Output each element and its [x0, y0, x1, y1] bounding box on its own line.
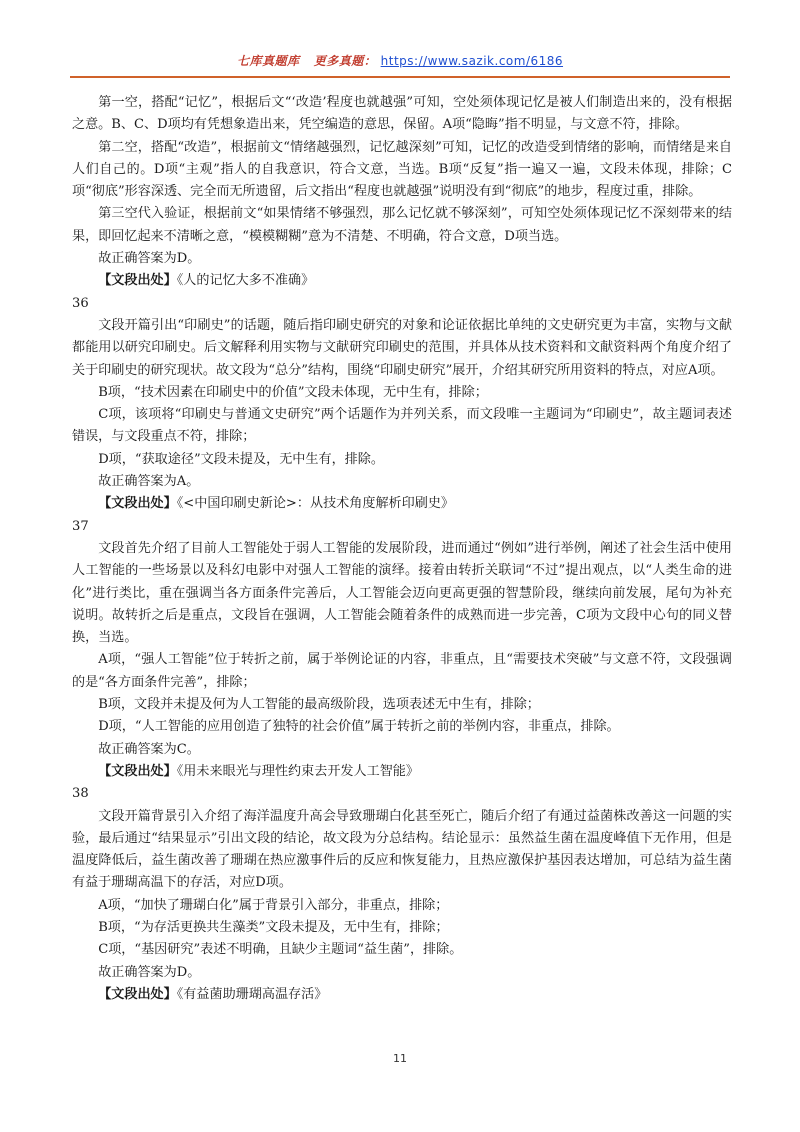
paragraph: 第二空，搭配“改造”，根据前文“情绪越强烈，记忆越深刻”可知，记忆的改造受到情绪的影响，而情绪是来自人们自己的。D项“主观”指人的自我意识，符合文意，当选。B项“反复”指一遍又一遍，文段未体现，排除；C项“彻底”形容深透、完全而无所遗留，后文指出“程度也就越强”说明没有到“彻底”的地步，程度过重，排除。 [72, 139, 732, 200]
source-title: 《<中国印刷史新论>：从技术角度解析印刷史》 [176, 496, 455, 512]
paragraph: 故正确答案为A。 [98, 474, 200, 490]
source-label: 【文段出处】 [98, 496, 177, 512]
source-line [72, 761, 732, 783]
source-line [72, 984, 732, 1006]
paragraph: B项，文段并未提及何为人工智能的最高级阶段，选项表述无中生有，排除； [98, 697, 540, 713]
source-label: 【文段出处】 [98, 763, 177, 779]
page-header [70, 52, 730, 78]
paragraph: C项，该项将“印刷史与普通文史研究”两个话题作为并列关系，而文段唯一主题词为“印刷史”，故主题词表述错误，与文段重点不符，排除； [72, 407, 732, 445]
source-line [72, 270, 732, 292]
paragraph: 第一空，搭配“记忆”，根据后文“‘改造’程度也就越强”可知，空处须体现记忆是被人们制造出来的，没有根据之意。B、C、D项均有凭想象造出来，凭空编造的意思，保留。A项“隐晦”指不明显，与文意不符，排除。 [72, 95, 732, 133]
paragraph: 故正确答案为D。 [98, 251, 201, 267]
paragraph: 故正确答案为C。 [98, 741, 200, 757]
paragraph: 第三空代入验证，根据前文“如果情绪不够强烈，那么记忆就不够深刻”，可知空处须体现记忆不深刻带来的结果，即回忆起来不清晰之意，“模模糊糊”意为不清楚、不明确，符合文意，D项当选。 [72, 206, 732, 244]
paragraph: 故正确答案为D。 [98, 964, 201, 980]
question-number: 37 [72, 518, 89, 534]
paragraph: A项，“加快了珊瑚白化”属于背景引入部分，非重点，排除； [98, 897, 449, 913]
site-name: 七库真题库 [236, 54, 300, 68]
source-label: 【文段出处】 [98, 986, 177, 1002]
source-line [72, 493, 732, 515]
source-link[interactable]: https://www.sazik.com/6186 [380, 54, 564, 68]
source-title: 《人的记忆大多不准确》 [176, 273, 315, 289]
document-body [72, 92, 732, 1006]
question-number: 36 [72, 295, 89, 311]
paragraph: D项，“人工智能的应用创造了独特的社会价值”属于转折之前的举例内容，非重点，排除。 [98, 719, 620, 735]
paragraph: 文段开篇背景引入介绍了海洋温度升高会导致珊瑚白化甚至死亡，随后介绍了有通过益菌株改善这一问题的实验，最后通过“结果显示”引出文段的结论，故文段为分总结构。结论显示：虽然益生菌在温度峰值下无作用，但是温度降低后，益生菌改善了珊瑚在热应激事件后的反应和恢复能力，且热应激保护基因表达增加，可总结为益生菌有益于珊瑚高温下的存活，对应D项。 [72, 808, 732, 891]
paragraph: B项，“为存活更换共生藻类”文段未提及，无中生有，排除； [98, 919, 449, 935]
more-label: 更多真题： [313, 54, 377, 68]
paragraph: C项，“基因研究”表述不明确，且缺少主题词“益生菌”，排除。 [98, 942, 463, 958]
source-label: 【文段出处】 [98, 273, 177, 289]
paragraph: D项，“获取途径”文段未提及，无中生有，排除。 [98, 451, 384, 467]
page-number: 11 [393, 1052, 407, 1065]
question-number: 38 [72, 786, 89, 802]
source-title: 《有益菌助珊瑚高温存活》 [176, 986, 328, 1002]
paragraph: B项，“技术因素在印刷史中的价值”文段未体现，无中生有，排除； [98, 384, 488, 400]
paragraph: A项，“强人工智能”位于转折之前，属于举例论证的内容，非重点，且“需要技术突破”与文意不符，文段强调的是“各方面条件完善”，排除； [72, 652, 732, 690]
paragraph: 文段开篇引出“印刷史”的话题，随后指印刷史研究的对象和论证依据比单纯的文史研究更为丰富，实物与文献都能用以研究印刷史。后文解释利用实物与文献研究印刷史的范围，并具体从技术资料和文献资料两个角度介绍了关于印刷史的研究现状。故文段为“总分”结构，围绕“印刷史研究”展开，介绍其研究所用资料的特点，对应A项。 [72, 317, 732, 378]
paragraph: 文段首先介绍了目前人工智能处于弱人工智能的发展阶段，进而通过“例如”进行举例，阐述了社会生活中使用人工智能的一些场景以及科幻电影中对强人工智能的演绎。接着由转折关联词“不过”提出观点，以“人类生命的进化”进行类比，重在强调当各方面条件完善后，人工智能会迈向更高更强的智慧阶段，继续向前发展，尾句为补充说明。故转折之后是重点，文段旨在强调，人工智能会随着条件的成熟而进一步完善，C项为文段中心句的同义替换，当选。 [72, 540, 732, 646]
source-title: 《用未来眼光与理性约束去开发人工智能》 [176, 763, 419, 779]
